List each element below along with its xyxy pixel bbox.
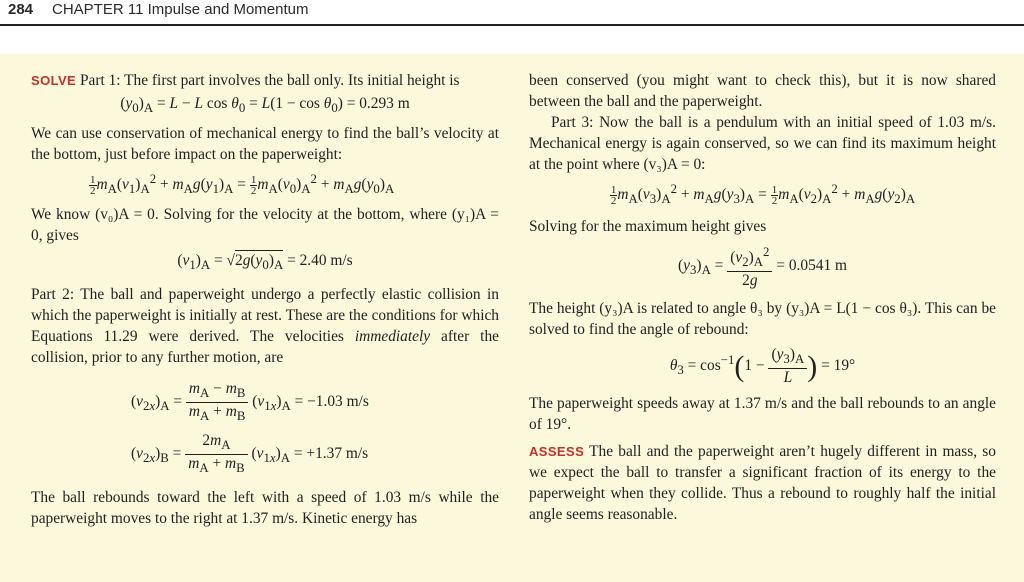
solve-label: SOLVE [31,73,77,88]
left-para-5: The ball rebounds toward the left with a speed of 1.03 m/s while the paperweight moves to the right at 1.37 m/s. Kinetic energy has [31,488,499,527]
page-header [0,0,1024,24]
equation-ball-velocity: $(v_{2x})_A$ = $\frac{m_A - m_B}{m_A + m_B}$ $(v_{1x})_A = -1.03$ m/s [131,380,369,424]
left-para-3: We know (v₀)A = 0. Solving for the velocity at the bottom, where (y₁)A = 0, gives [31,206,499,245]
right-column [529,70,996,525]
right-para-4: The height (y₃)A is related to angle θ₃ by (y₃)A = L(1 − cos θ₃). This can be solved to find the angle of rebound: [529,300,996,339]
right-para-5: The paperweight speeds away at 1.37 m/s and the ball rebounds to an angle of 19°. [529,395,996,434]
left-column [31,70,499,529]
right-para-3: Solving for the maximum height gives [529,218,767,236]
equation-paperweight-velocity: $(v_{2x})_B$ = $\frac{2m_A}{m_A + m_B}$ $(v_{1x})_A = +1.37$ m/s [131,431,369,475]
page-number: 284 [8,1,34,18]
header-rule [0,24,1024,26]
left-para-1: SOLVE Part 1: The first part involves the ball only. Its initial height is [31,72,460,89]
equation-velocity-bottom: $(v_1)_A = √2g(y_0)_A = 2.40$ m/s [177,252,353,273]
right-para-6: ASSESS The ball and the paperweight aren’t hugely different in mass, so we expect the ball to transfer a significant fraction of its energy to the paperweight when they collide. Thus a rebound to roughly half the initial angle seems reasonable. [529,443,996,524]
chapter-title: CHAPTER 11 Impulse and Momentum [52,1,309,18]
equation-initial-height: $(y_0)_A = L - L$ $\cos \theta_0 = L(1 - \cos \theta_0) = 0.293$ m [120,95,410,116]
equation-energy-1: $\frac{1}{2}$ $m_A(v_1)_A^2 + m_Ag(y_1)_A$ = $\frac{1}{2}$ $m_A(v_0)_A^2 + m_Ag(y_0)_A$ [90,172,395,198]
left-para-4: Part 2: The ball and paperweight undergo a perfectly elastic collision in which the paperweight is initially at rest. These are the conditions for which Equations 11.29 were derived. The velocities immediately after the collision, prior to any further motion, are [31,286,499,367]
assess-label: ASSESS [529,444,585,460]
right-para-2: Part 3: Now the ball is a pendulum with an initial speed of 1.03 m/s. Mechanical energy is again conserved, so we can find its maximum height at the point where (v₃)A = 0: [529,114,996,173]
right-para-1: been conserved (you might want to check this), but it is now shared between the ball and the paperweight. [529,72,996,110]
equation-energy-2: $\frac{1}{2}$ $m_A(v_3)_A^2 + m_Ag(y_3)_A$ = $\frac{1}{2}$ $m_A(v_2)_A^2 + m_Ag(y_2)_A$ [610,182,916,208]
equation-max-height: $(y_3)_A$ = $\frac{(v_2)_A^2}{2g}$ = 0.0541 m [678,245,847,290]
left-para-2: We can use conservation of mechanical energy to find the ball’s velocity at the bottom, just before impact on the paperweight: [31,125,499,164]
equation-rebound-angle: $\theta_3 = \cos^{-1}(1$ − $\frac{(y_3)_A}{L}$ ) = 19° [669,346,856,387]
